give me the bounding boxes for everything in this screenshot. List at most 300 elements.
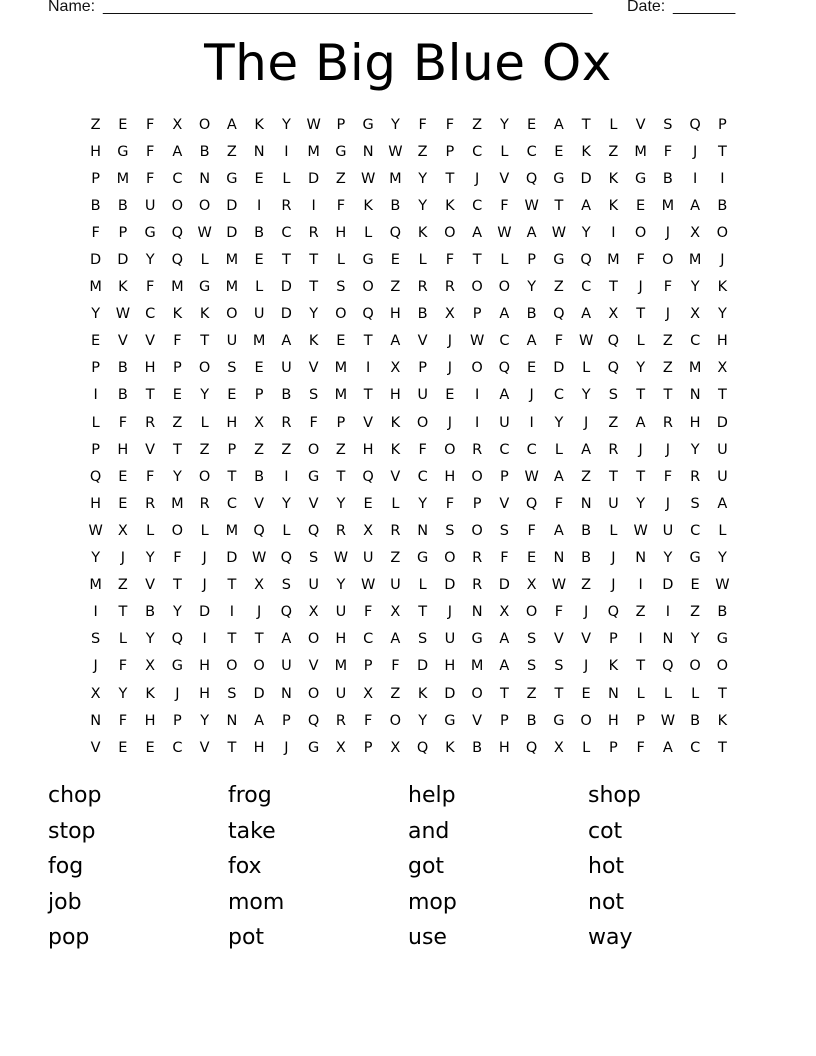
grid-letter: Q [416, 739, 429, 756]
grid-letter: N [689, 387, 701, 404]
grid-letter: T [227, 468, 237, 485]
grid-letter: M [171, 279, 184, 296]
grid-letter: L [582, 739, 591, 756]
grid-letter: L [336, 252, 345, 269]
grid-letter: P [500, 712, 509, 729]
grid-letter: K [118, 279, 128, 296]
grid-letter: X [717, 360, 728, 377]
grid-letter: H [362, 441, 374, 458]
grid-letter: Q [580, 252, 592, 269]
grid-letter: Q [171, 224, 184, 241]
grid-letter: M [661, 197, 675, 214]
word-list-item: fox [228, 854, 262, 880]
date-label: Date: [627, 0, 666, 15]
grid-letter: N [90, 712, 102, 729]
grid-row [82, 490, 736, 517]
grid-letter: X [526, 577, 537, 594]
grid-letter: O [444, 550, 456, 567]
grid-letter: S [91, 631, 101, 648]
grid-letter: P [118, 224, 128, 241]
grid-letter: K [417, 224, 428, 241]
grid-row [82, 409, 736, 436]
grid-letter: Y [91, 306, 101, 323]
grid-letter: Y [418, 495, 428, 512]
grid-letter: P [363, 658, 373, 675]
grid-letter: M [334, 387, 348, 404]
grid-letter: U [417, 387, 428, 404]
grid-letter: G [362, 116, 374, 133]
grid-letter: Y [690, 279, 700, 296]
grid-letter: T [581, 116, 591, 133]
grid-letter: J [720, 252, 725, 269]
grid-letter: D [280, 306, 292, 323]
grid-letter: K [308, 333, 319, 350]
grid-letter: F [554, 333, 564, 350]
grid-letter: Z [254, 441, 265, 458]
grid-letter: R [308, 224, 319, 241]
grid-letter: O [662, 252, 674, 269]
grid-letter: J [583, 658, 589, 675]
grid-letter: F [145, 116, 155, 133]
grid-letter: J [284, 739, 289, 756]
grid-letter: N [280, 685, 292, 702]
grid-letter: H [117, 441, 129, 458]
grid-letter: B [526, 306, 537, 323]
grid-letter: X [335, 739, 346, 756]
grid-letter: T [363, 387, 373, 404]
grid-letter: Z [90, 116, 101, 133]
grid-letter: H [389, 306, 401, 323]
grid-letter: Y [690, 441, 700, 458]
grid-letter: P [363, 739, 373, 756]
grid-letter: E [91, 333, 101, 350]
grid-letter: O [716, 224, 729, 241]
grid-letter: Y [717, 306, 727, 323]
grid-letter: G [199, 279, 211, 296]
grid-letter: A [717, 495, 728, 512]
grid-letter: L [636, 685, 645, 702]
grid-letter: B [117, 360, 128, 377]
grid-letter: F [663, 468, 673, 485]
grid-letter: H [199, 685, 211, 702]
grid-letter: Y [91, 550, 101, 567]
grid-letter: X [363, 685, 374, 702]
grid-letter: L [663, 685, 672, 702]
grid-letter: N [553, 550, 565, 567]
grid-letter: H [335, 631, 347, 648]
grid-letter: F [145, 170, 155, 187]
grid-letter: X [553, 739, 564, 756]
grid-letter: C [472, 197, 483, 214]
grid-letter: Z [553, 279, 564, 296]
grid-letter: G [335, 143, 347, 160]
grid-letter: L [582, 360, 591, 377]
grid-letter: F [145, 279, 155, 296]
grid-letter: Y [336, 495, 346, 512]
grid-letter: C [145, 306, 156, 323]
grid-letter: T [608, 468, 618, 485]
grid-letter: G [553, 252, 565, 269]
grid-letter: M [225, 279, 239, 296]
grid-letter: P [91, 441, 100, 458]
grid-letter: H [689, 414, 701, 431]
grid-letter: O [389, 712, 402, 729]
grid-letter: G [144, 224, 156, 241]
grid-letter: S [554, 658, 564, 675]
grid-letter: O [471, 279, 483, 296]
grid-letter: B [717, 197, 728, 214]
grid-letter: G [117, 143, 129, 160]
grid-letter: I [311, 197, 316, 214]
grid-letter: W [251, 550, 267, 567]
grid-letter: V [308, 658, 319, 675]
grid-letter: J [529, 387, 534, 404]
grid-letter: I [692, 170, 698, 187]
grid-letter: E [118, 739, 128, 756]
grid-letter: Q [171, 631, 184, 648]
grid-letter: C [553, 387, 564, 404]
grid-letter: R [472, 577, 483, 594]
grid-letter: J [665, 441, 671, 458]
grid-letter: Y [717, 550, 727, 567]
grid-letter: S [527, 631, 537, 648]
grid-letter: F [309, 414, 318, 431]
grid-letter: B [254, 224, 265, 241]
grid-letter: Z [417, 143, 428, 160]
grid-letter: E [690, 577, 700, 594]
grid-letter: I [229, 604, 235, 621]
grid-letter: J [611, 577, 616, 594]
grid-letter: H [444, 468, 456, 485]
grid-letter: Z [335, 441, 346, 458]
grid-letter: L [418, 252, 427, 269]
name-label: Name: [48, 0, 96, 15]
grid-letter: M [634, 143, 647, 160]
word-list-item: got [408, 854, 445, 880]
name-blank-line[interactable]: _______________________________________________________ [103, 0, 593, 15]
grid-letter: F [118, 658, 128, 675]
grid-row [82, 734, 736, 761]
grid-letter: G [553, 170, 565, 187]
grid-letter: O [171, 197, 184, 214]
grid-letter: Y [145, 631, 155, 648]
grid-letter: V [363, 414, 374, 431]
grid-letter: G [444, 712, 456, 729]
grid-letter: L [118, 631, 127, 648]
grid-letter: S [663, 116, 673, 133]
grid-letter: B [90, 197, 101, 214]
grid-letter: Z [172, 414, 183, 431]
grid-letter: E [118, 495, 128, 512]
grid-letter: Q [362, 306, 374, 323]
grid-letter: R [335, 522, 346, 539]
grid-letter: X [254, 577, 265, 594]
letter-grid [82, 111, 736, 761]
grid-letter: T [636, 306, 646, 323]
date-blank-line[interactable]: _______ [673, 0, 736, 15]
grid-letter: L [200, 522, 209, 539]
grid-letter: F [91, 224, 100, 241]
grid-letter: J [665, 224, 671, 241]
grid-letter: T [636, 658, 646, 675]
grid-letter: N [662, 631, 674, 648]
grid-letter: T [717, 143, 727, 160]
grid-letter: Y [418, 197, 428, 214]
grid-letter: L [500, 143, 509, 160]
grid-letter: S [418, 631, 428, 648]
grid-letter: J [120, 550, 126, 567]
grid-letter: O [444, 441, 456, 458]
grid-letter: P [91, 170, 100, 187]
grid-letter: S [499, 522, 509, 539]
grid-letter: Z [117, 577, 128, 594]
grid-letter: Y [690, 631, 700, 648]
grid-letter: P [445, 143, 455, 160]
word-list-item: and [408, 818, 450, 844]
grid-letter: I [202, 631, 207, 648]
grid-letter: W [333, 550, 349, 567]
grid-letter: N [417, 522, 429, 539]
grid-letter: P [472, 306, 482, 323]
grid-letter: O [253, 658, 265, 675]
grid-letter: Z [526, 685, 537, 702]
grid-letter: J [611, 550, 616, 567]
grid-letter: O [198, 197, 211, 214]
grid-letter: A [581, 306, 592, 323]
grid-row [82, 328, 736, 355]
grid-letter: F [500, 197, 509, 214]
grid-letter: Z [390, 279, 401, 296]
grid-letter: O [444, 224, 456, 241]
grid-letter: A [662, 739, 673, 756]
grid-letter: L [718, 522, 727, 539]
grid-letter: U [281, 360, 292, 377]
grid-letter: E [581, 685, 591, 702]
grid-letter: Q [689, 116, 701, 133]
grid-letter: G [226, 170, 238, 187]
grid-letter: C [363, 631, 374, 648]
grid-letter: C [172, 739, 183, 756]
grid-letter: Y [200, 387, 210, 404]
grid-letter: F [445, 495, 455, 512]
grid-letter: O [525, 604, 538, 621]
grid-letter: T [717, 387, 727, 404]
grid-letter: Y [499, 116, 509, 133]
grid-letter: R [281, 197, 292, 214]
grid-letter: B [690, 712, 701, 729]
grid-letter: M [307, 143, 320, 160]
grid-letter: E [336, 333, 346, 350]
grid-letter: W [660, 712, 676, 729]
grid-letter: N [253, 143, 265, 160]
grid-letter: K [390, 441, 401, 458]
grid-letter: H [716, 333, 728, 350]
grid-letter: T [418, 604, 428, 621]
grid-row [82, 436, 736, 463]
grid-letter: I [611, 224, 616, 241]
grid-letter: Y [581, 224, 591, 241]
grid-letter: E [636, 197, 646, 214]
grid-letter: V [199, 739, 210, 756]
grid-letter: O [716, 658, 729, 675]
grid-letter: D [226, 224, 238, 241]
grid-letter: Z [581, 577, 592, 594]
grid-letter: O [471, 685, 483, 702]
grid-letter: E [172, 387, 182, 404]
grid-letter: G [553, 712, 565, 729]
grid-letter: X [499, 604, 510, 621]
grid-letter: H [144, 360, 156, 377]
grid-letter: J [447, 604, 453, 621]
grid-letter: S [336, 279, 346, 296]
grid-letter: F [118, 414, 128, 431]
grid-letter: P [173, 360, 182, 377]
grid-letter: H [253, 739, 265, 756]
grid-letter: E [445, 387, 455, 404]
grid-letter: I [638, 577, 643, 594]
grid-letter: N [607, 685, 619, 702]
grid-row [82, 219, 736, 246]
grid-letter: K [445, 739, 455, 756]
grid-letter: K [199, 306, 210, 323]
grid-letter: V [145, 577, 156, 594]
grid-letter: N [362, 143, 374, 160]
grid-letter: L [146, 522, 155, 539]
grid-letter: O [471, 468, 483, 485]
grid-letter: J [474, 170, 480, 187]
grid-letter: Q [662, 658, 674, 675]
grid-letter: H [335, 224, 347, 241]
word-list [48, 778, 768, 956]
grid-letter: O [689, 658, 701, 675]
grid-row [82, 301, 736, 328]
grid-letter: Y [527, 279, 537, 296]
grid-letter: J [638, 279, 643, 296]
grid-letter: P [718, 116, 727, 133]
grid-letter: Z [472, 116, 483, 133]
grid-letter: Y [145, 550, 155, 567]
grid-letter: O [335, 306, 347, 323]
grid-letter: X [145, 658, 156, 675]
grid-letter: U [444, 631, 456, 648]
grid-letter: U [335, 685, 347, 702]
grid-letter: T [200, 333, 210, 350]
grid-letter: M [89, 279, 102, 296]
grid-letter: L [418, 577, 427, 594]
grid-letter: A [526, 224, 537, 241]
grid-letter: Q [389, 224, 402, 241]
word-list-item: mom [228, 889, 285, 915]
grid-letter: L [282, 522, 291, 539]
grid-letter: L [391, 495, 400, 512]
grid-letter: V [254, 495, 265, 512]
grid-letter: V [390, 468, 401, 485]
grid-letter: P [254, 387, 264, 404]
grid-letter: T [227, 739, 237, 756]
grid-letter: J [447, 333, 453, 350]
grid-letter: M [334, 360, 348, 377]
grid-letter: B [581, 522, 592, 539]
grid-letter: O [198, 468, 211, 485]
grid-letter: D [716, 414, 728, 431]
grid-letter: C [581, 279, 592, 296]
grid-letter: F [118, 712, 128, 729]
grid-letter: D [553, 360, 565, 377]
grid-letter: K [445, 197, 455, 214]
grid-letter: K [363, 197, 373, 214]
grid-letter: Z [690, 604, 701, 621]
grid-letter: Z [390, 685, 401, 702]
grid-letter: M [171, 495, 184, 512]
grid-letter: F [554, 604, 564, 621]
grid-letter: U [253, 306, 265, 323]
grid-row [82, 382, 736, 409]
grid-letter: D [417, 658, 429, 675]
grid-letter: F [173, 550, 182, 567]
grid-letter: E [554, 143, 564, 160]
grid-letter: B [199, 143, 210, 160]
grid-letter: A [281, 333, 292, 350]
grid-letter: O [580, 712, 592, 729]
grid-letter: G [417, 550, 429, 567]
grid-letter: A [635, 414, 646, 431]
grid-letter: U [226, 333, 238, 350]
grid-letter: Y [172, 604, 182, 621]
grid-letter: A [553, 522, 564, 539]
grid-letter: P [173, 712, 182, 729]
grid-letter: J [638, 441, 643, 458]
grid-letter: W [306, 116, 321, 133]
grid-letter: O [307, 631, 320, 648]
grid-letter: V [308, 495, 319, 512]
grid-letter: Y [390, 116, 400, 133]
grid-letter: B [581, 550, 592, 567]
grid-letter: U [335, 604, 347, 621]
grid-letter: A [526, 333, 537, 350]
grid-letter: I [256, 197, 262, 214]
grid-letter: P [227, 441, 237, 458]
grid-letter: X [254, 414, 265, 431]
grid-letter: O [634, 224, 647, 241]
grid-letter: O [198, 116, 211, 133]
grid-letter: T [172, 441, 182, 458]
grid-letter: H [90, 495, 102, 512]
grid-letter: U [281, 658, 292, 675]
grid-letter: U [608, 495, 619, 512]
grid-letter: W [115, 306, 131, 323]
word-list-item: frog [228, 783, 272, 808]
grid-letter: R [472, 441, 483, 458]
grid-letter: F [418, 441, 427, 458]
grid-letter: Q [89, 468, 102, 485]
grid-letter: A [254, 712, 265, 729]
word-list-item: use [408, 925, 447, 951]
grid-letter: Z [335, 170, 346, 187]
grid-letter: I [665, 604, 671, 621]
grid-letter: P [527, 252, 536, 269]
grid-row [82, 463, 736, 490]
grid-letter: M [688, 360, 702, 377]
grid-letter: C [417, 468, 428, 485]
grid-letter: F [554, 495, 564, 512]
grid-letter: R [690, 468, 701, 485]
grid-row [82, 246, 736, 273]
grid-letter: F [173, 333, 182, 350]
grid-letter: R [444, 279, 455, 296]
grid-letter: R [335, 712, 346, 729]
grid-letter: H [199, 658, 211, 675]
grid-letter: D [444, 685, 456, 702]
